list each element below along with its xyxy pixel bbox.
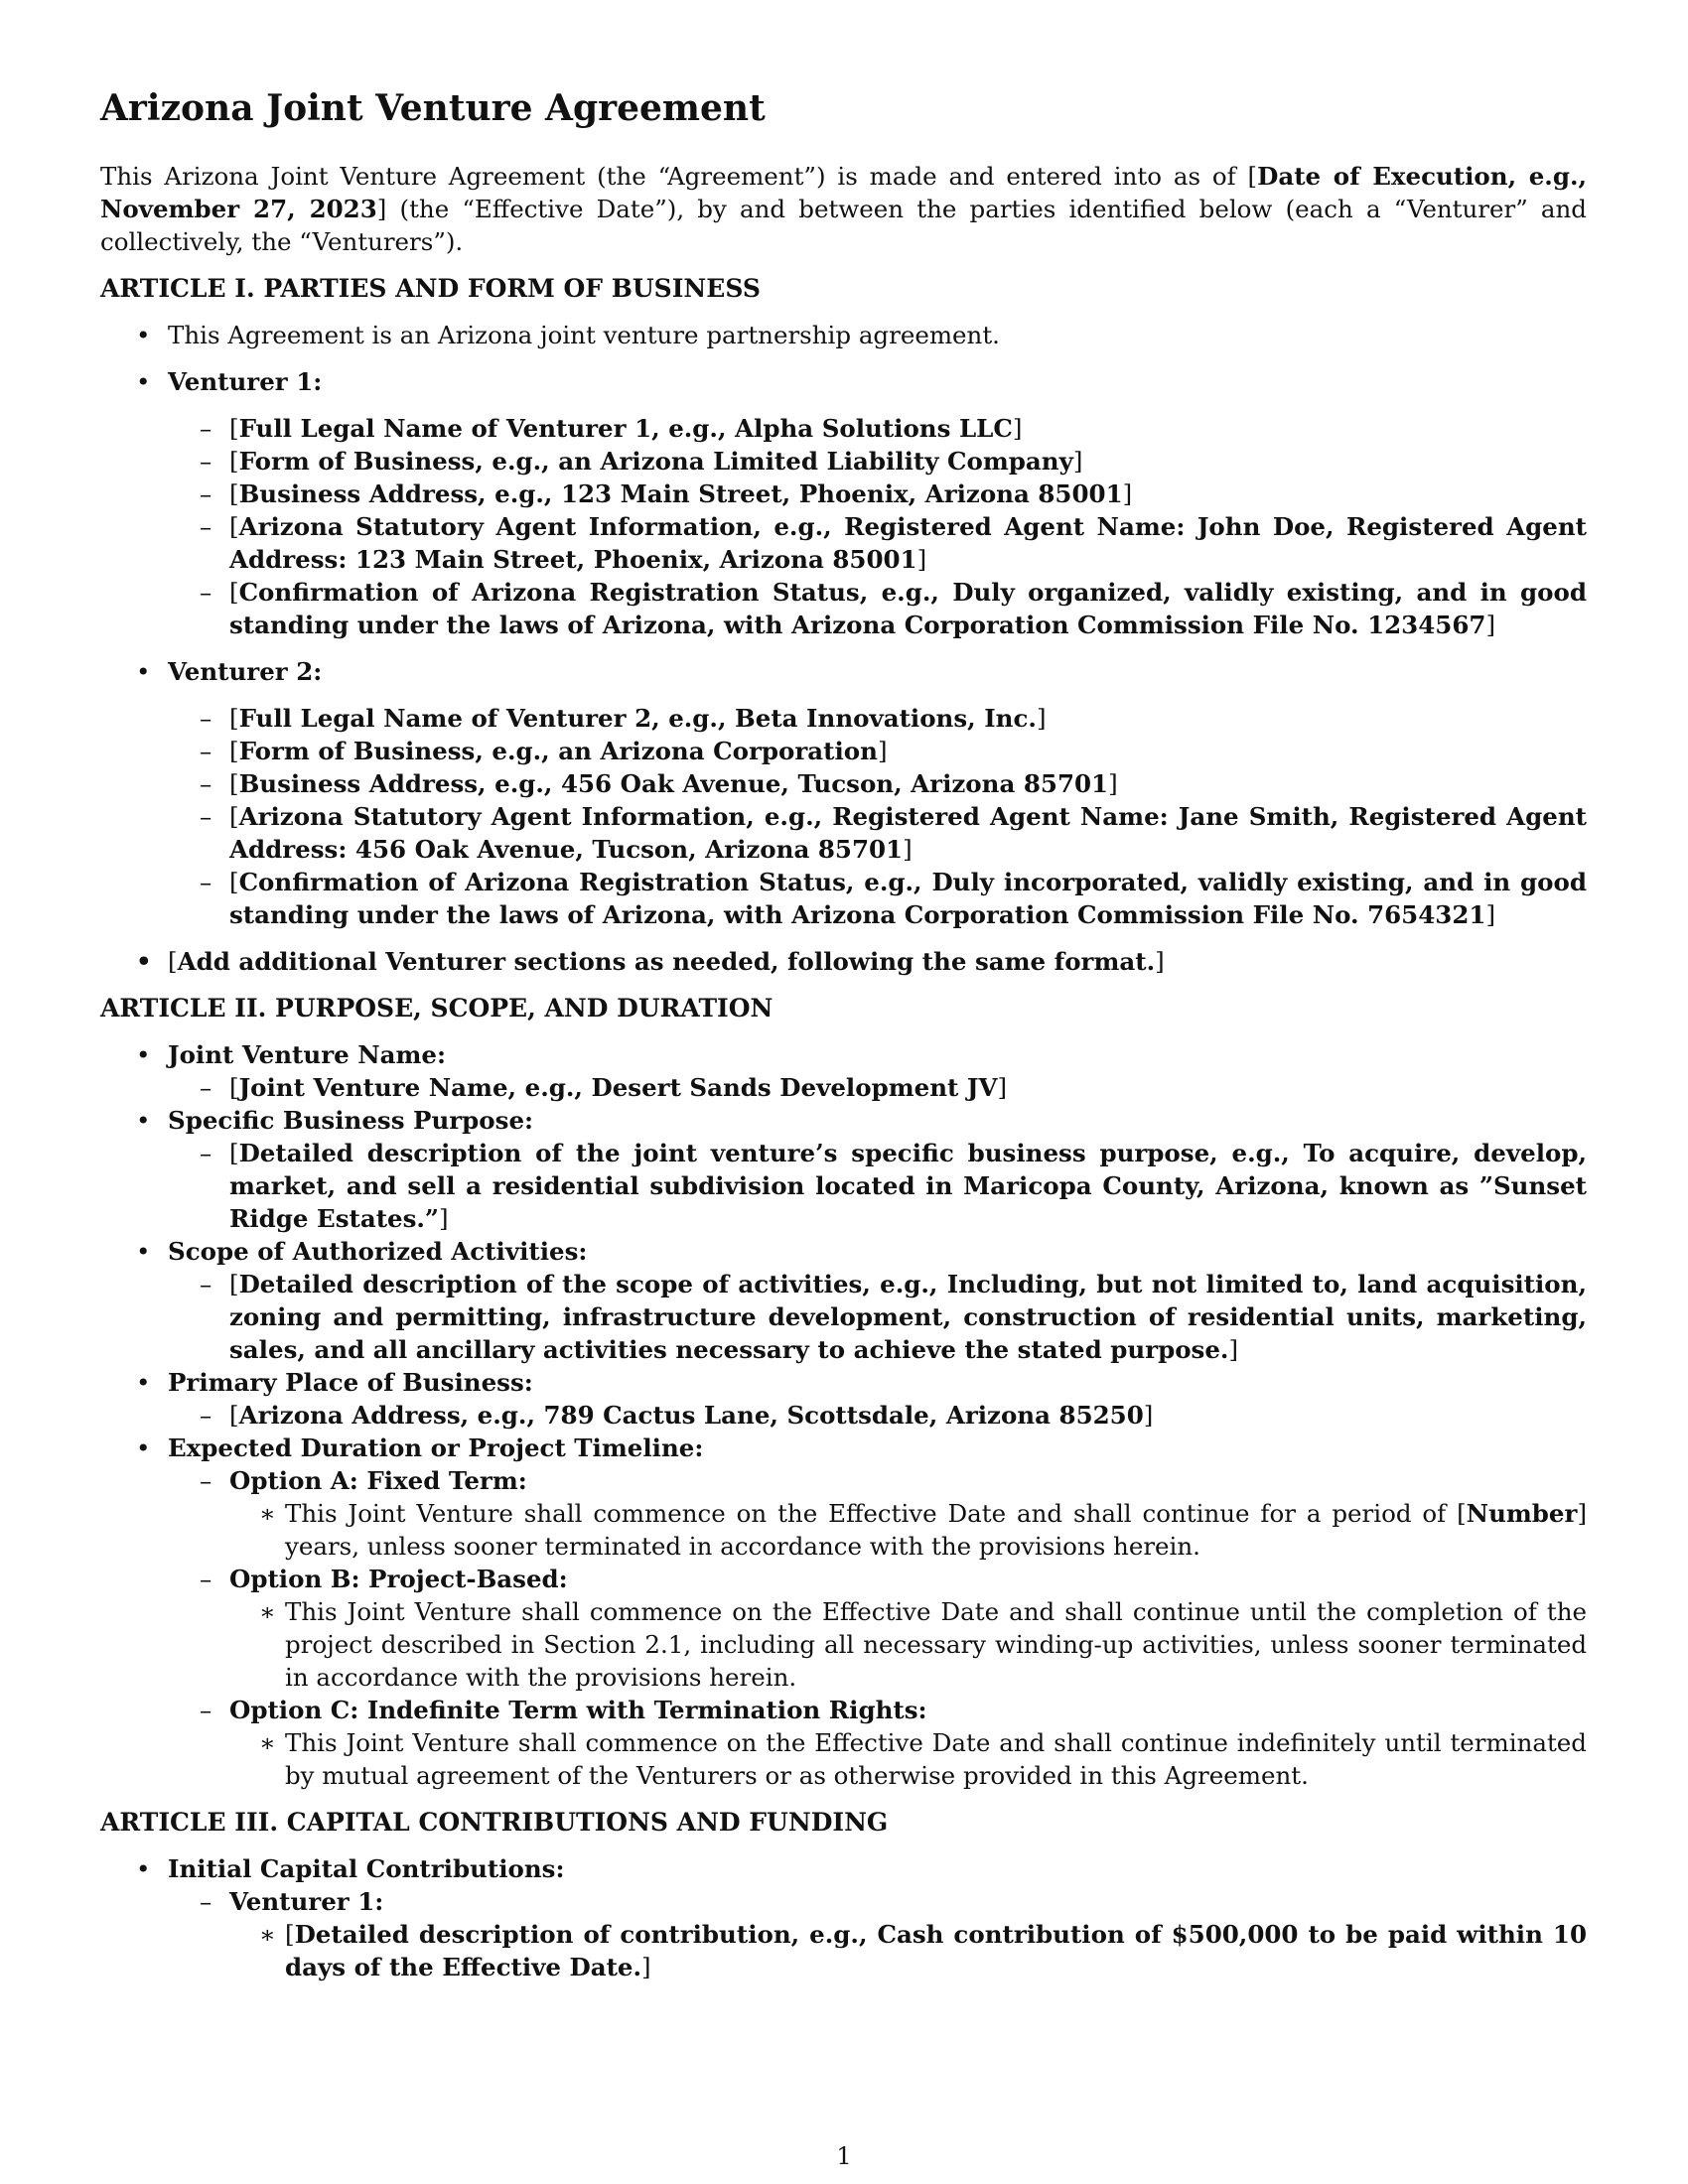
list-item: – [Business Address, e.g., 456 Oak Avenue, Tucson, Arizona 85701] — [168, 767, 1587, 800]
venturer-2-label: Venturer 2: — [168, 657, 323, 687]
option-b: – Option B: Project-Based: ∗ This Joint Venture shall commence on the Effective Date and shall continue until the completion of the project described in Section 2.1, including all necessary winding-up activities, unless sooner terminated in accordance with the provisions herein. — [168, 1563, 1587, 1694]
contribution-venturer-1-text: ∗ [Detailed description of contribution, e.g., Cash contribution of $500,000 to be paid within 10 days of the Effective Date.] — [229, 1918, 1587, 1983]
list-item: – [Form of Business, e.g., an Arizona Limited Liability Company] — [168, 445, 1587, 478]
article-2-heading: ARTICLE II. PURPOSE, SCOPE, AND DURATION — [100, 994, 774, 1024]
list-item — [100, 1038, 1587, 1104]
list-item — [100, 1432, 1587, 1792]
list-item — [100, 1852, 1587, 1983]
article-2-list — [100, 1038, 1587, 1792]
jv-name-value: – [Joint Venture Name, e.g., Desert Sands Development JV] — [168, 1071, 1587, 1104]
purpose-label: Specific Business Purpose: — [168, 1106, 534, 1136]
document-page — [100, 87, 1587, 1983]
option-b-text: ∗ This Joint Venture shall commence on the Effective Date and shall continue until the completion of the project described in Section 2.1, including all necessary winding-up activities, unless sooner terminated in accordance with the provisions herein. — [229, 1595, 1587, 1694]
article-3-list — [100, 1852, 1587, 1983]
page-number: 1 — [836, 2142, 852, 2170]
venturer-1-label: Venturer 1: — [168, 367, 323, 397]
contribution-venturer-1: – Venturer 1: ∗ [Detailed description of contribution, e.g., Cash contribution of $500,000 to be paid within 10 days of the Effective Date.] — [168, 1885, 1587, 1983]
list-item: – [Full Legal Name of Venturer 2, e.g., Beta Innovations, Inc.] — [168, 702, 1587, 735]
list-item: – [Full Legal Name of Venturer 1, e.g., Alpha Solutions LLC] — [168, 412, 1587, 445]
list-item: – [Form of Business, e.g., an Arizona Corporation] — [168, 735, 1587, 767]
intro-paragraph: This Arizona Joint Venture Agreement (the “Agreement”) is made and entered into as of [Date of Execution, e.g., November 27, 2023] (the “Effective Date”), by and between the parties identified below (each a “Venturer” and collectively, the “Venturers”). — [100, 162, 1588, 257]
intro-text: This Arizona Joint Venture Agreement (the “Agreement”) is made and entered into as of — [100, 162, 1248, 192]
list-item: • [Add additional Venturer sections as needed, following the same format.] — [100, 945, 1587, 978]
list-item: – [Business Address, e.g., 123 Main Street, Phoenix, Arizona 85001] — [168, 478, 1587, 510]
document-title: Arizona Joint Venture Agreement — [100, 87, 766, 129]
list-item: – [Arizona Statutory Agent Information, e.g., Registered Agent Name: John Doe, Registered Agent Address: 123 Main Street, Phoenix, Arizona 85001] — [168, 510, 1587, 576]
place-value: – [Arizona Address, e.g., 789 Cactus Lane, Scottsdale, Arizona 85250] — [168, 1399, 1587, 1432]
scope-label: Scope of Authorized Activities: — [168, 1237, 588, 1267]
list-item — [100, 365, 1587, 641]
initial-contributions-label: Initial Capital Contributions: — [168, 1854, 565, 1884]
venturer-1-details — [168, 412, 1587, 641]
option-c: – Option C: Indefinite Term with Termination Rights: ∗ This Joint Venture shall commence on the Effective Date and shall continue indefinitely until terminated by mutual agreement of the Venturers or as otherwise provided in this Agreement. — [168, 1694, 1587, 1792]
list-item — [100, 1104, 1587, 1235]
list-item: – [Arizona Statutory Agent Information, e.g., Registered Agent Name: Jane Smith, Registered Agent Address: 456 Oak Avenue, Tucson, Arizona 85701] — [168, 800, 1587, 866]
article-1-list — [100, 319, 1587, 978]
venturer-2-details — [168, 702, 1587, 931]
purpose-value: – [Detailed description of the joint venture’s specific business purpose, e.g., To acquire, develop, market, and sell a residential subdivision located in Maricopa County, Arizona, known as ”Sunset Ridge Estates.”] — [168, 1137, 1587, 1235]
list-item: • This Agreement is an Arizona joint venture partnership agreement. — [100, 319, 1587, 351]
option-c-text: ∗ This Joint Venture shall commence on the Effective Date and shall continue indefinitely until terminated by mutual agreement of the Venturers or as otherwise provided in this Agreement. — [229, 1726, 1587, 1792]
intro-text-end: (the “Effective Date”), by and between the parties identified below (each a “Venturer” and collectively, the “Venturers”). — [100, 195, 1587, 257]
article-1-heading: ARTICLE I. PARTIES AND FORM OF BUSINESS — [100, 274, 761, 304]
list-item — [100, 1235, 1587, 1366]
list-item — [100, 1366, 1587, 1432]
list-item: – [Confirmation of Arizona Registration Status, e.g., Duly organized, validly existing, and in good standing under the laws of Arizona, with Arizona Corporation Commission File No. 1234567] — [168, 576, 1587, 641]
option-a: – Option A: Fixed Term: ∗ This Joint Venture shall commence on the Effective Date and shall continue for a period of [Number] years, unless sooner terminated in accordance with the provisions herein. — [168, 1464, 1587, 1563]
article-3-heading: ARTICLE III. CAPITAL CONTRIBUTIONS AND FUNDING — [100, 1808, 889, 1838]
duration-label: Expected Duration or Project Timeline: — [168, 1433, 704, 1463]
option-a-text: ∗ This Joint Venture shall commence on the Effective Date and shall continue for a period of [Number] years, unless sooner terminated in accordance with the provisions herein. — [229, 1497, 1587, 1563]
list-item — [100, 655, 1587, 931]
date-placeholder: Date of Execution, e.g., November 27, 2023 — [100, 162, 1588, 224]
list-item: – [Confirmation of Arizona Registration Status, e.g., Duly incorporated, validly existing, and in good standing under the laws of Arizona, with Arizona Corporation Commission File No. 7654321] — [168, 866, 1587, 931]
scope-value: – [Detailed description of the scope of activities, e.g., Including, but not limited to, land acquisition, zoning and permitting, infrastructure development, construction of residential units, marketing, sales, and all ancillary activities necessary to achieve the stated purpose.] — [168, 1268, 1587, 1366]
jv-name-label: Joint Venture Name: — [168, 1040, 447, 1070]
place-label: Primary Place of Business: — [168, 1368, 533, 1398]
